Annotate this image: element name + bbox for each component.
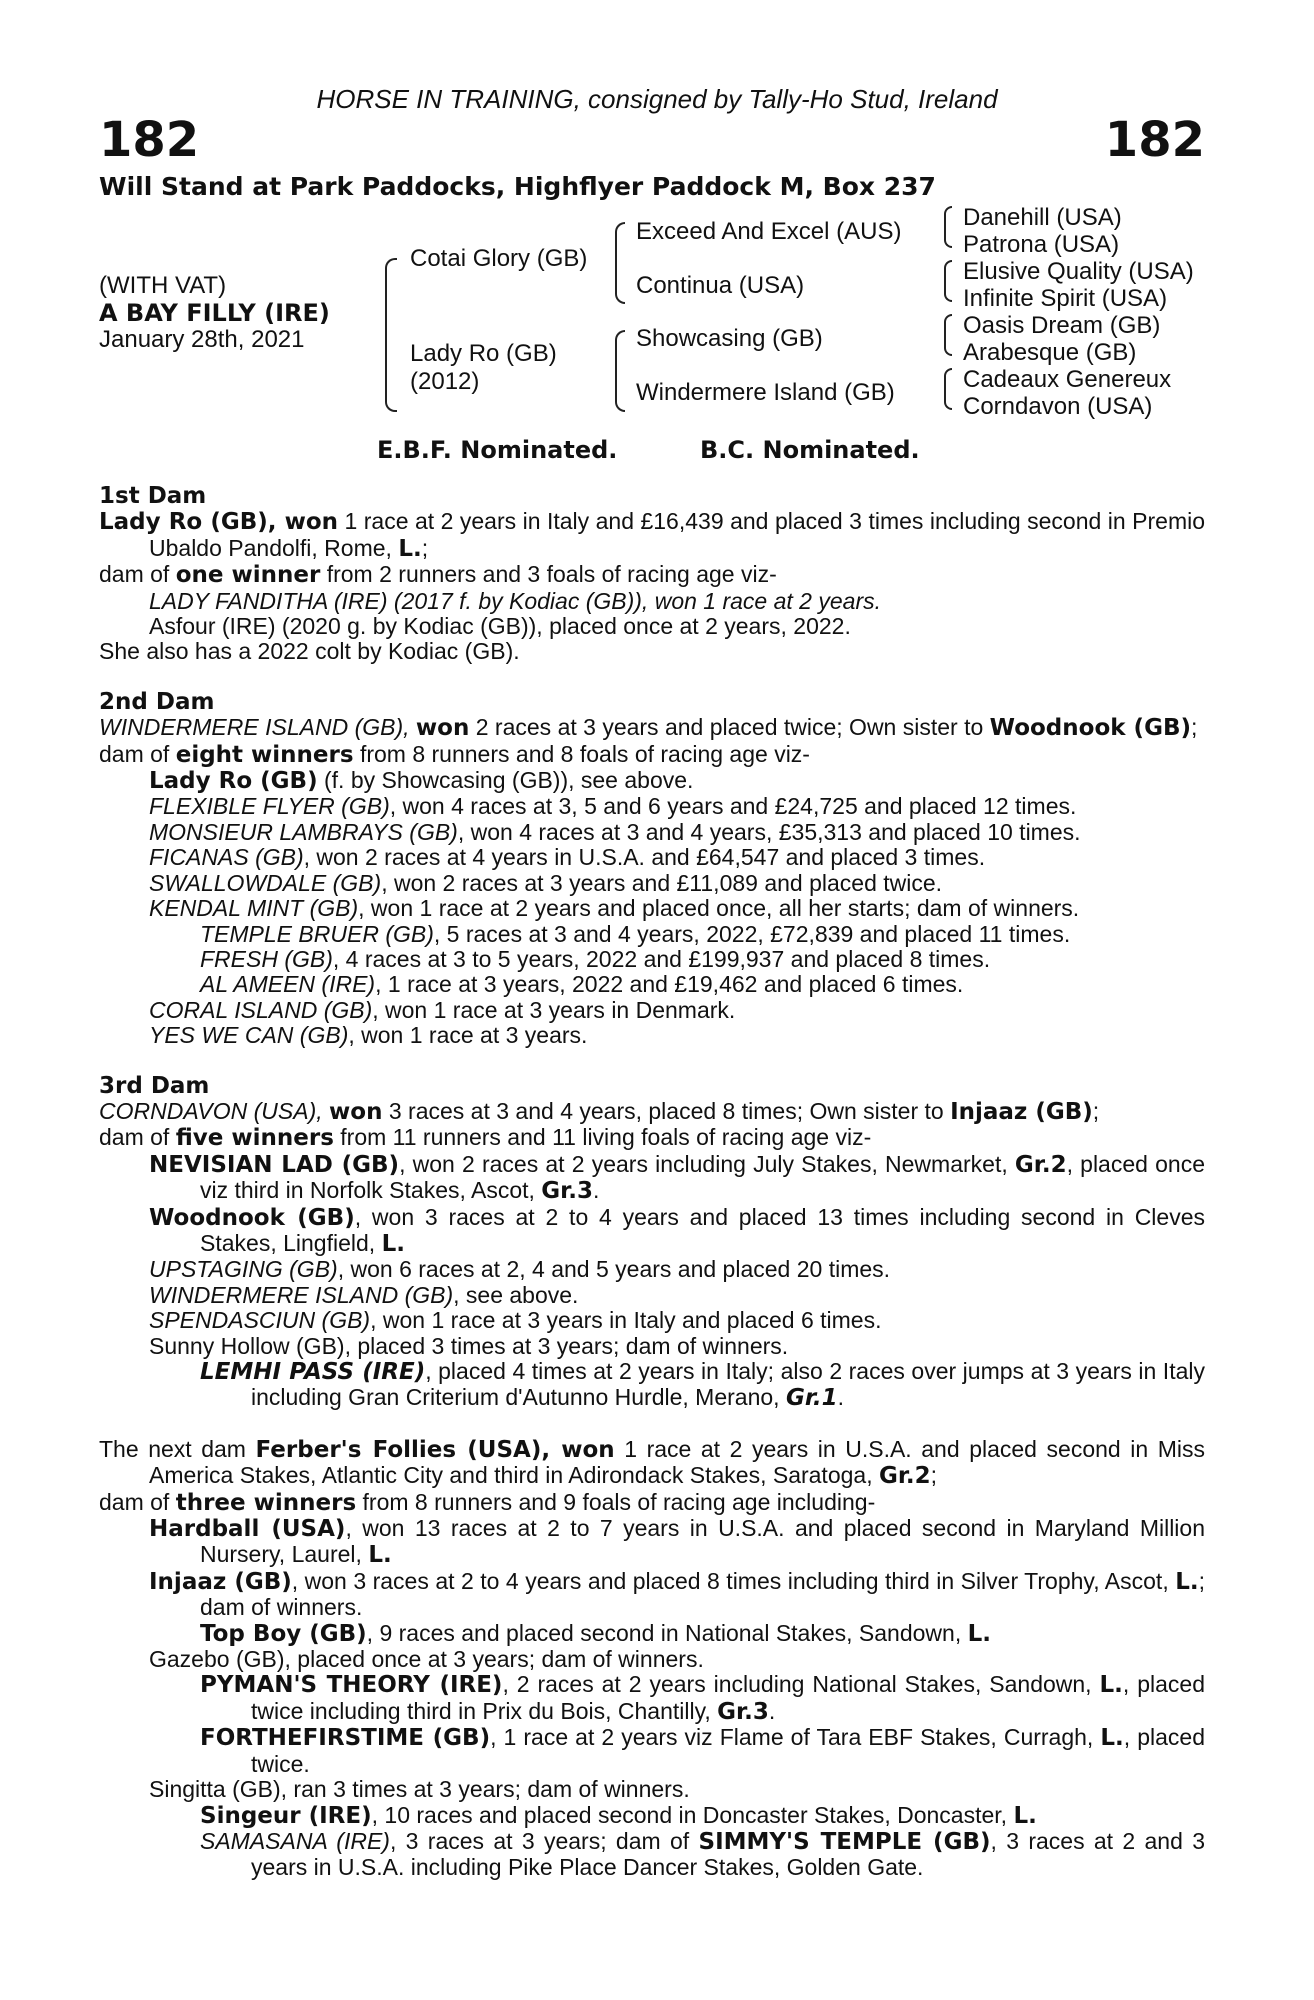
produce-entry: WINDERMERE ISLAND (GB), see above. [149, 1281, 579, 1308]
catalogue-header: HORSE IN TRAINING, consigned by Tally-Ho Stud, Ireland [316, 84, 998, 114]
dam-summary: dam of one winner from 2 runners and 3 foals of racing age viz- [99, 561, 777, 589]
produce-entry: Singitta (GB), ran 3 times at 3 years; dam of winners. [149, 1776, 690, 1803]
pedigree-brace [615, 330, 625, 412]
pedigree-notes [99, 484, 1205, 1881]
pedigree-brace [944, 260, 952, 302]
third-dam-heading: 3rd Dam [99, 1072, 210, 1099]
produce-entry: AL AMEEN (IRE), 1 race at 3 years, 2022 and £19,462 and placed 6 times. [200, 971, 964, 998]
produce-note: She also has a 2022 colt by Kodiac (GB). [99, 638, 520, 665]
lot-number-right: 182 [1104, 112, 1205, 168]
produce-entry: TEMPLE BRUER (GB), 5 races at 3 and 4 years, 2022, £72,839 and placed 11 times. [200, 920, 1071, 947]
ancestor: Patrona (USA) [963, 231, 1120, 258]
produce-entry: FORTHEFIRSTIME (GB), 1 race at 2 years viz Flame of Tara EBF Stakes, Curragh, L., placed twice. [200, 1724, 1206, 1777]
lot-number-left: 182 [99, 112, 200, 168]
ancestor: Danehill (USA) [963, 204, 1122, 231]
produce-entry: FLEXIBLE FLYER (GB), won 4 races at 3, 5 and 6 years and £24,725 and placed 12 times. [149, 793, 1077, 820]
produce-entry: NEVISIAN LAD (GB), won 2 races at 2 years including July Stakes, Newmarket, Gr.2, placed once viz third in Norfolk Stakes, Ascot, Gr.3. [149, 1150, 1205, 1205]
produce-entry: CORAL ISLAND (GB), won 1 race at 3 years in Denmark. [149, 996, 736, 1023]
ancestor: Infinite Spirit (USA) [963, 285, 1168, 312]
pedigree-brace [615, 222, 625, 304]
produce-entry: YES WE CAN (GB), won 1 race at 3 years. [149, 1022, 588, 1049]
foaling-date: January 28th, 2021 [99, 326, 305, 353]
produce-entry: SWALLOWDALE (GB), won 2 races at 3 years and £11,089 and placed twice. [149, 869, 943, 896]
produce-entry: Asfour (IRE) (2020 g. by Kodiac (GB)), placed once at 2 years, 2022. [149, 613, 851, 640]
dam: Lady Ro (GB) [410, 340, 557, 367]
dam-dam: Windermere Island (GB) [636, 379, 895, 406]
produce-entry: Singeur (IRE), 10 races and placed second in Doncaster Stakes, Doncaster, L. [200, 1801, 1037, 1829]
produce-entry: MONSIEUR LAMBRAYS (GB), won 4 races at 3 and 4 years, £35,313 and placed 10 times. [149, 818, 1081, 845]
pedigree-brace [944, 206, 952, 248]
produce-entry: LADY FANDITHA (IRE) (2017 f. by Kodiac (GB)), won 1 race at 2 years. [149, 587, 881, 614]
ancestor: Corndavon (USA) [963, 393, 1153, 420]
produce-entry: LEMHI PASS (IRE), placed 4 times at 2 years in Italy; also 2 races over jumps at 3 years in Italy including Gran Criterium d'Autunno Hurdle, Merano, Gr.1. [200, 1358, 1205, 1412]
dam-summary: dam of five winners from 11 runners and 11 living foals of racing age viz- [99, 1124, 872, 1152]
produce-entry: Lady Ro (GB) (f. by Showcasing (GB)), see above. [149, 767, 694, 795]
produce-entry: PYMAN'S THEORY (IRE), 2 races at 2 years including National Stakes, Sandown, L., placed twice including third in Prix du Bois, Chantilly, Gr.3. [200, 1671, 1205, 1725]
first-dam-heading: 1st Dam [99, 483, 207, 509]
dam-record: CORNDAVON (USA), won 3 races at 3 and 4 years, placed 8 times; Own sister to Injaaz (GB); [99, 1097, 1100, 1125]
sire: Cotai Glory (GB) [410, 245, 588, 272]
dam-record: Lady Ro (GB), won 1 race at 2 years in Italy and £16,439 and placed 3 times including second in Premio Ubaldo Pandolfi, Rome, L.; [99, 508, 1206, 562]
bc-nomination: B.C. Nominated. [700, 436, 920, 464]
ancestor: Arabesque (GB) [963, 339, 1137, 366]
ancestor: Elusive Quality (USA) [963, 258, 1194, 285]
produce-entry: SPENDASCIUN (GB), won 1 race at 3 years in Italy and placed 6 times. [149, 1307, 882, 1334]
produce-entry: Top Boy (GB), 9 races and placed second in National Stakes, Sandown, L. [200, 1619, 992, 1647]
next-dam-record: The next dam Ferber's Follies (USA), won 1 race at 2 years in U.S.A. and placed second in Miss America Stakes, Atlantic City and third in Adirondack Stakes, Saratoga, Gr.2; [99, 1435, 1205, 1490]
ancestor: Cadeaux Genereux [963, 366, 1172, 393]
stand-location: Will Stand at Park Paddocks, Highflyer Paddock M, Box 237 [99, 172, 936, 201]
produce-entry: Gazebo (GB), placed once at 3 years; dam of winners. [149, 1646, 704, 1673]
dam-year: (2012) [410, 368, 480, 395]
dam-summary: dam of eight winners from 8 runners and 8 foals of racing age viz- [99, 740, 810, 768]
produce-entry: Sunny Hollow (GB), placed 3 times at 3 years; dam of winners. [149, 1332, 789, 1359]
produce-entry: UPSTAGING (GB), won 6 races at 2, 4 and 5 years and placed 20 times. [149, 1256, 891, 1283]
produce-entry: Woodnook (GB), won 3 races at 2 to 4 years and placed 13 times including second in Cleves Stakes, Lingfield, L. [149, 1203, 1205, 1257]
pedigree-brace [385, 258, 397, 412]
produce-entry: Injaaz (GB), won 3 races at 2 to 4 years and placed 8 times including third in Silver Trophy, Ascot, L.; dam of winners. [149, 1567, 1205, 1621]
vat-label: (WITH VAT) [99, 272, 227, 299]
ebf-nomination: E.B.F. Nominated. [377, 436, 618, 464]
sire-sire: Exceed And Excel (AUS) [636, 218, 902, 245]
produce-entry: SAMASANA (IRE), 3 races at 3 years; dam of SIMMY'S TEMPLE (GB), 3 races at 2 and 3 years in U.S.A. including Pike Place Dancer Stakes, Golden Gate. [200, 1827, 1206, 1881]
produce-entry: KENDAL MINT (GB), won 1 race at 2 years and placed once, all her starts; dam of winners. [149, 895, 1080, 922]
second-dam-heading: 2nd Dam [99, 688, 215, 715]
dam-summary: dam of three winners from 8 runners and 9 foals of racing age including- [99, 1488, 876, 1516]
produce-entry: Hardball (USA), won 13 races at 2 to 7 years in U.S.A. and placed second in Maryland Million Nursery, Laurel, L. [149, 1515, 1206, 1569]
produce-entry: FRESH (GB), 4 races at 3 to 5 years, 2022 and £199,937 and placed 8 times. [200, 945, 991, 972]
dam-record: WINDERMERE ISLAND (GB), won 2 races at 3 years and placed twice; Own sister to Woodnook (GB); [99, 714, 1198, 742]
ancestor: Oasis Dream (GB) [963, 312, 1161, 339]
dam-sire: Showcasing (GB) [636, 325, 823, 352]
horse-name: A BAY FILLY (IRE) [99, 299, 330, 327]
pedigree-brace [944, 314, 952, 356]
pedigree-brace [944, 368, 952, 410]
produce-entry: FICANAS (GB), won 2 races at 4 years in U.S.A. and £64,547 and placed 3 times. [149, 844, 986, 871]
sire-dam: Continua (USA) [636, 272, 805, 299]
